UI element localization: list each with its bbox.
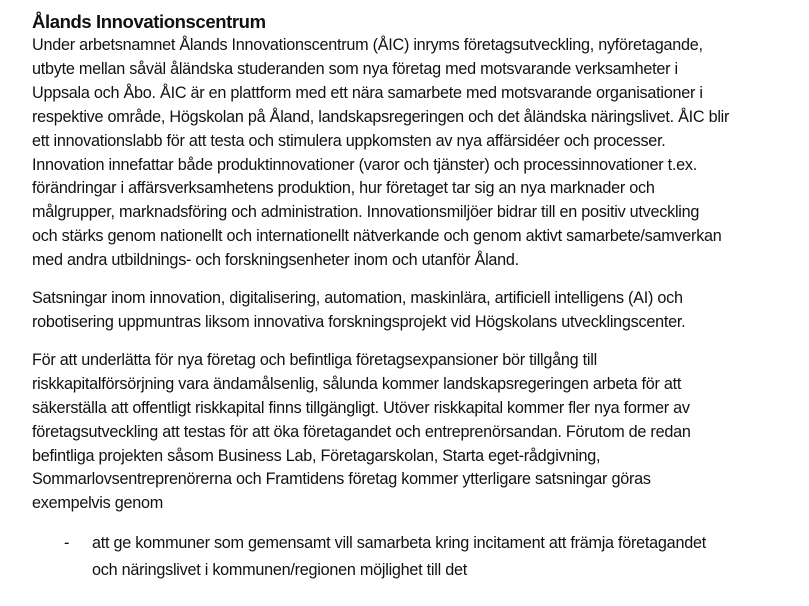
section-heading: Ålands Innovationscentrum <box>32 11 266 32</box>
paragraph-spacing <box>32 273 802 287</box>
text-line: respektive område, Högskolan på Åland, landskapsregeringen och det åländska näringslivet. ÅIC blir <box>32 107 730 126</box>
paragraph-spacing <box>32 335 802 349</box>
text-line: För att underlätta för nya företag och befintliga företagsexpansioner bör tillgång till <box>32 350 597 369</box>
document-body <box>32 10 802 583</box>
text-line: Innovation innefattar både produktinnovationer (varor och tjänster) och processinnovationer t.ex. <box>32 155 698 174</box>
dash-bullet-icon: - <box>64 534 70 553</box>
text-line: Sommarlovsentreprenörerna och Framtidens företag kommer ytterligare satsningar göras <box>32 470 651 489</box>
text-line: förändringar i affärsverksamhetens produktion, hur företaget tar sig an nya marknader och <box>32 179 655 198</box>
text-line: säkerställa att offentligt riskkapital finns tillgängligt. Utöver riskkapital kommer fler nya former av <box>32 398 690 417</box>
text-line: ett innovationslabb för att testa och stimulera uppkomsten av nya affärsidéer och processer. <box>32 131 666 150</box>
paragraph-initiatives <box>32 287 802 335</box>
text-line: befintliga projekten såsom Business Lab, Företagarskolan, Starta eget-rådgivning, <box>32 446 601 465</box>
text-line: robotisering uppmuntras liksom innovativa forskningsprojekt vid Högskolans utvecklingscenter. <box>32 312 686 331</box>
paragraph-risk-capital <box>32 349 802 516</box>
text-line: målgrupper, marknadsföring och administration. Innovationsmiljöer bidrar till en positiv utveckling <box>32 203 700 222</box>
text-line: företagsutveckling att testas för att öka företagandet och entreprenörsandan. Förutom de redan <box>32 422 691 441</box>
text-line: Satsningar inom innovation, digitalisering, automation, maskinlära, artificiell intelligens (AI) och <box>32 289 683 308</box>
list-item <box>92 530 802 583</box>
text-line: Uppsala och Åbo. ÅIC är en plattform med ett nära samarbete med motsvarande organisationer i <box>32 83 703 102</box>
text-line: exempelvis genom <box>32 494 163 513</box>
bullet-list <box>32 530 802 583</box>
text-line: med andra utbildnings- och forskningsenheter inom och utanför Åland. <box>32 251 519 270</box>
text-line: utbyte mellan såväl åländska studeranden som nya företag med motsvarande verksamheter i <box>32 59 678 78</box>
text-line: och stärks genom nationellt och internationellt nätverkande och genom aktivt samarbete/samverkan <box>32 227 722 246</box>
text-line: Under arbetsnamnet Ålands Innovationscentrum (ÅIC) inryms företagsutveckling, nyföretagande, <box>32 36 703 54</box>
text-line: och näringslivet i kommunen/regionen möjlighet till det <box>92 560 467 579</box>
text-line: riskkapitalförsörjning vara ändamålsenlig, sålunda kommer landskapsregeringen arbeta för att <box>32 374 682 393</box>
text-line: att ge kommuner som gemensamt vill samarbeta kring incitament att främja företagandet <box>92 534 706 553</box>
paragraph-spacing <box>32 516 802 530</box>
paragraph-intro <box>32 34 802 273</box>
